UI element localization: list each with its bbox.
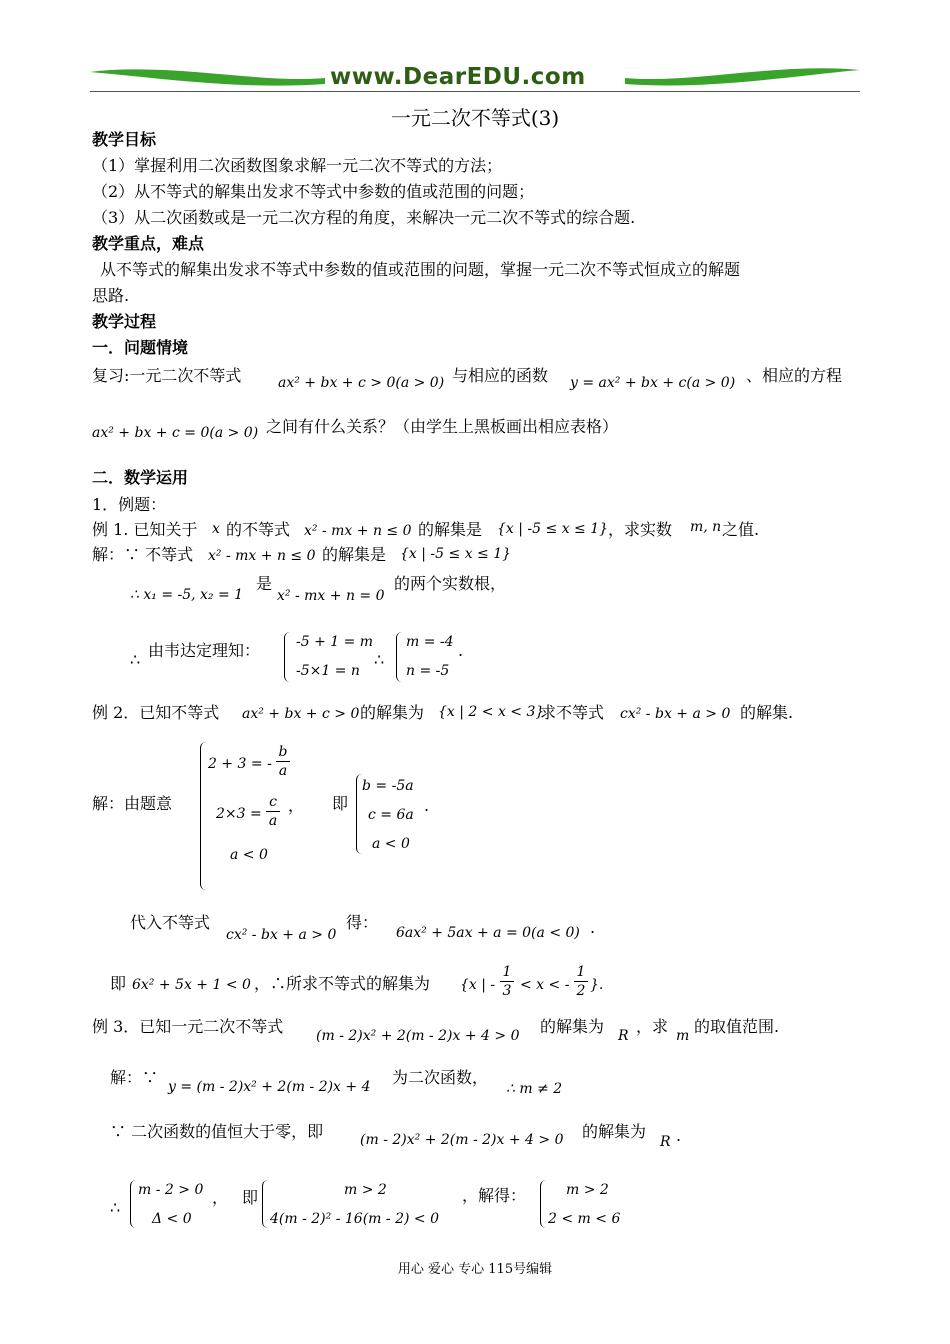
punctuation: . [424,796,430,815]
fraction-bar [500,981,514,982]
example2-solution: 代入不等式 [130,913,211,932]
objectives-heading: 教学目标 [92,130,157,149]
example3-solution: 即 [242,1188,259,1207]
therefore-symbol: ∴ [110,1198,121,1217]
example1-text: 的解集是 [418,520,483,539]
header-rule [90,91,860,92]
fraction-bar [266,811,280,812]
formula-var: R [660,1134,671,1150]
system-line: 2 + 3 = - [208,756,272,772]
punctuation: ， [212,1188,229,1207]
formula-result: 6ax² + 5ax + a = 0(a < 0) [396,925,580,941]
system-line: m > 2 [566,1182,609,1198]
section1-heading: 一．问题情境 [92,338,189,357]
objective-item: （1）掌握利用二次函数图象求解一元二次不等式的方法； [92,156,503,175]
formula-inequality: cx² - bx + a > 0 [226,927,337,943]
formula-set: {x | -5 ≤ x ≤ 1} [497,521,609,537]
therefore-symbol: ∴ [374,650,385,669]
example3-text: 的解集为 [540,1017,605,1036]
punctuation: . [458,641,464,660]
example3-text: 例 3．已知一元二次不等式 [92,1017,284,1036]
formula-equation: ax² + bx + c = 0(a > 0) [92,425,259,441]
examples-subheading: 1．例题： [92,495,167,514]
formula-inequality: 6x² + 5x + 1 < 0 [132,977,251,993]
page-footer: 用心 爱心 专心 115号编辑 [397,1262,553,1277]
example1-solution: 是 [256,574,273,593]
objective-item: （2）从不等式的解集出发求不等式中参数的值或范围的问题； [92,182,535,201]
system-brace [130,1180,137,1228]
banner-swoosh-left [90,69,325,85]
system-line: c = 6a [368,807,414,823]
system-line: 2×3 = [216,806,262,822]
fraction-bar [276,761,290,762]
example1-solution: 的解集是 [322,545,387,564]
example2-text: 求不等式 [540,703,605,722]
example1-solution: 由韦达定理知： [148,641,261,660]
system-line: m - 2 > 0 [138,1182,204,1198]
example3-text: ，求 [636,1017,669,1036]
example2-solution: 即 [110,974,127,993]
formula-equation: x² - mx + n = 0 [277,588,385,604]
formula-inequality: (m - 2)x² + 2(m - 2)x + 4 > 0 [316,1028,520,1044]
system-line: n = -5 [406,663,450,679]
example3-text: 的取值范围. [694,1017,780,1036]
formula-inequality: x² - mx + n ≤ 0 [304,523,412,539]
process-heading: 教学过程 [92,312,157,331]
formula-inequality: ax² + bx + c > 0(a > 0) [278,375,445,391]
system-line: 2 < m < 6 [548,1211,621,1227]
formula-set: {x | -5 ≤ x ≤ 1} [400,546,512,562]
formula-vars: m, n [690,519,722,535]
example1-text: ，求实数 [608,520,673,539]
system-brace [540,1180,547,1228]
section2-heading: 二．数学运用 [92,468,189,487]
page-title: 一元二次不等式(3) [390,106,560,130]
fraction-denominator: a [268,813,278,829]
example3-solution: ，解得： [462,1186,527,1205]
example2-text: 的解集. [740,703,794,722]
example1-text: 例 1. 已知关于 [92,520,198,539]
system-line: m > 2 [344,1182,387,1198]
example3-solution: 的解集为 [582,1122,647,1141]
fraction-denominator: a [278,763,288,779]
example3-solution: 解：∵ [110,1068,159,1087]
example3-solution: ∵ 二次函数的值恒大于零，即 [110,1122,324,1141]
system-line: m = -4 [406,634,454,650]
fraction [500,964,514,999]
formula-inequality: ax² + bx + c > 0 [242,706,360,722]
review-text: 之间有什么关系？（由学生上黑板画出相应表格） [266,417,619,436]
banner-swoosh-right [625,68,860,85]
formula-roots: ∴ x₁ = -5, x₂ = 1 [130,587,244,603]
fraction [266,794,280,829]
formula-var: m [676,1028,690,1044]
fraction-bar [574,981,588,982]
system-brace [262,1180,269,1228]
formula-var: x [212,521,220,537]
example1-solution: 的两个实数根， [394,574,507,593]
review-text: 复习:一元二次不等式 [92,366,242,385]
keypoints-text: 从不等式的解集出发求不等式中参数的值或范围的问题，掌握一元二次不等式恒成立的解题 [100,260,741,279]
keypoints-text-cont: 思路. [92,286,130,305]
formula-condition: ∴ m ≠ 2 [506,1081,563,1097]
fraction-numerator: c [269,794,277,810]
review-text: 与相应的函数 [452,366,549,385]
example2-text: 的解集为 [360,703,425,722]
system-line: -5 + 1 = m [296,634,374,650]
example3-solution: 为二次函数， [392,1068,489,1087]
system-line: a < 0 [230,847,268,863]
punctuation: ， [288,796,305,815]
formula-inequality: (m - 2)x² + 2(m - 2)x + 4 > 0 [360,1132,564,1148]
formula-inequality: cx² - bx + a > 0 [620,706,731,722]
fraction [574,964,588,999]
example1-text: 之值. [722,520,760,539]
fraction [276,744,290,779]
keypoints-heading: 教学重点，难点 [92,234,205,253]
system-line: 4(m - 2)² - 16(m - 2) < 0 [270,1211,439,1227]
fraction-numerator: 1 [502,964,512,980]
example2-text: 例 2．已知不等式 [92,703,220,722]
example2-solution: 得： [346,913,379,932]
system-line: a < 0 [372,836,410,852]
formula-set: {x | 2 < x < 3} [438,704,545,720]
fraction-denominator: 3 [502,983,512,999]
example2-solution: ，∴所求不等式的解集为 [254,974,431,993]
formula-inequality: x² - mx + n ≤ 0 [208,548,316,564]
site-logo: www.DearEDU.com [330,64,586,90]
example1-solution: 解：∵ 不等式 [92,545,194,564]
review-text: 、相应的方程 [746,366,843,385]
system-brace [284,632,291,682]
punctuation: . [590,918,596,937]
formula-function: y = (m - 2)x² + 2(m - 2)x + 4 [168,1079,371,1095]
formula-function: y = ax² + bx + c(a > 0) [570,375,736,391]
example1-text: 的不等式 [226,520,291,539]
fraction-numerator: 1 [576,964,586,980]
system-brace [396,632,403,682]
example2-solution: 解：由题意 [92,794,173,813]
formula-set: {x | - [460,977,496,993]
system-line: -5×1 = n [296,663,360,679]
fraction-numerator: b [278,744,288,760]
objective-item: （3）从二次函数或是一元二次方程的角度，来解决一元二次不等式的综合题. [92,208,636,227]
system-line: b = -5a [362,778,414,794]
formula-set: }. [590,977,604,993]
therefore-symbol: ∴ [130,650,141,669]
formula-set: < x < - [520,977,570,993]
system-line: Δ < 0 [152,1211,192,1227]
fraction-denominator: 2 [576,983,586,999]
example2-solution: 即 [332,794,349,813]
formula-var: R [618,1028,629,1044]
punctuation: . [676,1126,682,1145]
